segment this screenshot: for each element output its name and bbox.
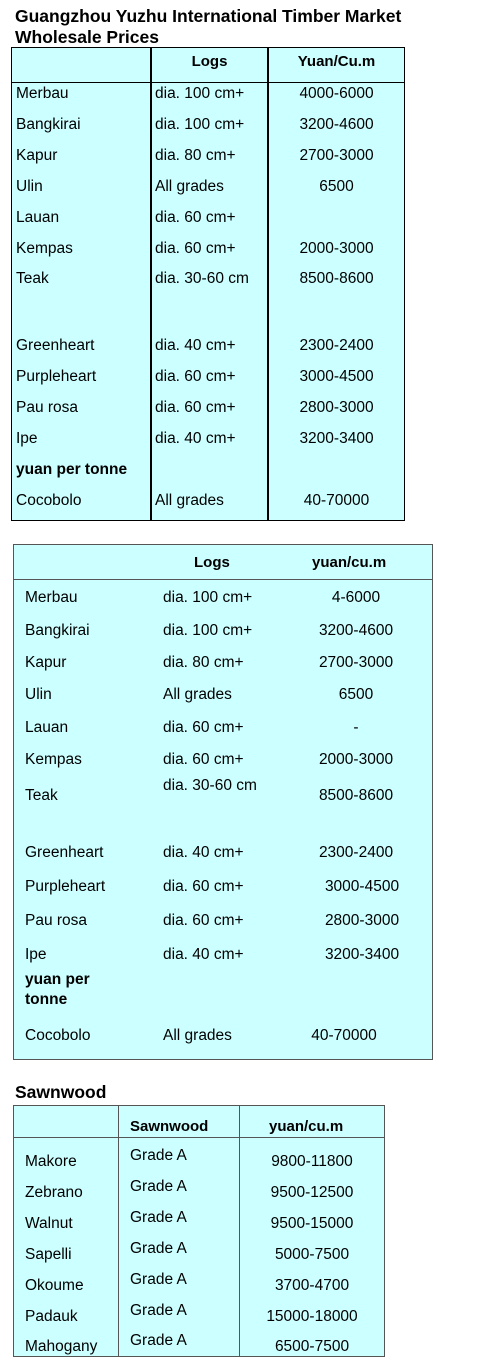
header-sawnwood: Sawnwood xyxy=(130,1118,209,1135)
grade-cell: dia. 100 cm+ xyxy=(155,85,245,102)
table-row xyxy=(14,1174,384,1205)
species-cell: Ipe xyxy=(25,946,47,963)
species-cell: Ipe xyxy=(16,430,38,447)
grade-cell: dia. 60 cm+ xyxy=(155,399,236,416)
species-cell: Kapur xyxy=(25,654,67,671)
price-cell: 8500-8600 xyxy=(299,270,374,287)
price-cell: 3700-4700 xyxy=(274,1277,350,1294)
price-cell: 3000-4500 xyxy=(299,368,374,385)
log-prices-table-2 xyxy=(13,544,433,1060)
price-cell: 6500 xyxy=(338,686,374,703)
header-price-unit: yuan/cu.m xyxy=(269,1118,344,1135)
grade-cell: Grade A xyxy=(130,1302,187,1319)
grade-cell: Grade A xyxy=(130,1178,187,1195)
species-cell: Cocobolo xyxy=(25,1027,91,1044)
header-divider xyxy=(12,82,404,83)
price-cell: 40-70000 xyxy=(303,492,370,509)
header-divider xyxy=(14,579,432,580)
price-cell: 2700-3000 xyxy=(299,147,374,164)
grade-cell: dia. 60 cm+ xyxy=(163,719,244,736)
table-row xyxy=(12,147,404,173)
grade-cell: dia. 60 cm+ xyxy=(155,209,236,226)
species-cell: Walnut xyxy=(25,1215,73,1232)
price-cell: 9500-15000 xyxy=(270,1215,354,1232)
table-row xyxy=(12,116,404,142)
grade-cell: Grade A xyxy=(130,1209,187,1226)
price-cell: 6500 xyxy=(319,178,354,195)
table-row xyxy=(14,1205,384,1236)
species-cell: Pau rosa xyxy=(16,399,79,416)
table-row xyxy=(12,178,404,204)
species-cell: Padauk xyxy=(25,1308,78,1325)
species-cell: Pau rosa xyxy=(25,912,88,929)
species-cell: Purpleheart xyxy=(16,368,97,385)
table-row xyxy=(12,368,404,394)
table-row xyxy=(14,1328,384,1359)
table-row xyxy=(12,270,404,296)
species-cell: Lauan xyxy=(25,719,69,736)
title-line-2: Wholesale Prices xyxy=(15,27,159,47)
grade-cell: Grade A xyxy=(130,1271,187,1288)
species-cell: Lauan xyxy=(16,209,60,226)
species-cell: Greenheart xyxy=(25,844,104,861)
species-cell: Okoume xyxy=(25,1277,84,1294)
grade-cell: dia. 60 cm+ xyxy=(155,368,236,385)
unit-note-cell: yuan per tonne xyxy=(25,971,90,1008)
header-divider xyxy=(14,1137,384,1138)
grade-cell: All grades xyxy=(163,686,232,703)
species-cell: Kapur xyxy=(16,147,58,164)
grade-cell: All grades xyxy=(155,178,224,195)
grade-cell: dia. 100 cm+ xyxy=(155,116,245,133)
table-row xyxy=(12,399,404,425)
price-cell: 2300-2400 xyxy=(318,844,394,861)
grade-cell: dia. 60 cm+ xyxy=(155,240,236,257)
price-cell: 3200-3400 xyxy=(299,430,374,447)
price-cell: 2800-3000 xyxy=(324,912,400,929)
grade-cell: Grade A xyxy=(130,1332,187,1349)
grade-cell: Grade A xyxy=(130,1240,187,1257)
price-cell: - xyxy=(353,719,359,736)
log-prices-table-1 xyxy=(11,47,405,521)
species-cell: Merbau xyxy=(16,85,69,102)
species-cell: Kempas xyxy=(25,751,82,768)
price-cell: 4000-6000 xyxy=(299,85,374,102)
table-row xyxy=(14,1236,384,1267)
grade-cell: dia. 100 cm+ xyxy=(163,589,253,606)
price-cell: 3200-3400 xyxy=(324,946,400,963)
table-row xyxy=(12,337,404,363)
price-cell: 5000-7500 xyxy=(274,1246,350,1263)
price-cell: 8500-8600 xyxy=(318,787,394,804)
sawnwood-prices-table xyxy=(13,1105,385,1357)
species-cell: Makore xyxy=(25,1153,77,1170)
price-cell: 3200-4600 xyxy=(318,622,394,639)
price-cell: 3000-4500 xyxy=(324,878,400,895)
species-cell: Cocobolo xyxy=(16,492,82,509)
table-row xyxy=(14,1298,384,1329)
table-row xyxy=(14,1267,384,1298)
species-cell: Bangkirai xyxy=(25,622,90,639)
grade-cell: dia. 30-60 cm xyxy=(163,777,257,794)
table-row xyxy=(12,209,404,235)
grade-cell: dia. 60 cm+ xyxy=(163,912,244,929)
header-logs: Logs xyxy=(194,554,230,571)
table-row xyxy=(14,1143,384,1174)
price-cell: 9500-12500 xyxy=(270,1184,354,1201)
species-cell: Bangkirai xyxy=(16,116,81,133)
price-cell: 15000-18000 xyxy=(266,1308,358,1325)
grade-cell: dia. 40 cm+ xyxy=(155,337,236,354)
price-cell: 4-6000 xyxy=(331,589,381,606)
grade-cell: dia. 100 cm+ xyxy=(163,622,253,639)
header-logs: Logs xyxy=(191,53,228,70)
species-cell: Sapelli xyxy=(25,1246,72,1263)
price-cell: 40-70000 xyxy=(311,1027,377,1044)
price-cell: 2300-2400 xyxy=(299,337,374,354)
header-price-unit: Yuan/Cu.m xyxy=(297,53,376,70)
species-cell: Ulin xyxy=(25,686,52,703)
grade-cell: dia. 60 cm+ xyxy=(163,751,244,768)
grade-cell: All grades xyxy=(155,492,224,509)
price-cell: 3200-4600 xyxy=(299,116,374,133)
table-row xyxy=(12,492,404,518)
species-cell: Ulin xyxy=(16,178,43,195)
price-cell: 9800-11800 xyxy=(271,1153,353,1170)
species-cell: Kempas xyxy=(16,240,73,257)
price-cell: 2000-3000 xyxy=(318,751,394,768)
grade-cell: All grades xyxy=(163,1027,232,1044)
page-title xyxy=(15,6,401,48)
table-row xyxy=(12,430,404,456)
species-cell: Zebrano xyxy=(25,1184,83,1201)
grade-cell: dia. 40 cm+ xyxy=(155,430,236,447)
unit-note-cell: yuan per tonne xyxy=(16,461,128,478)
species-cell: Purpleheart xyxy=(25,878,106,895)
grade-cell: dia. 60 cm+ xyxy=(163,878,244,895)
grade-cell: dia. 80 cm+ xyxy=(163,654,244,671)
species-cell: Teak xyxy=(16,270,49,287)
species-cell: Greenheart xyxy=(16,337,95,354)
table-row xyxy=(12,461,404,487)
species-cell: Teak xyxy=(25,787,58,804)
sawnwood-heading: Sawnwood xyxy=(15,1082,107,1102)
grade-cell: Grade A xyxy=(130,1147,187,1164)
species-cell: Merbau xyxy=(25,589,78,606)
price-cell: 2000-3000 xyxy=(299,240,374,257)
grade-cell: dia. 80 cm+ xyxy=(155,147,236,164)
price-cell: 6500-7500 xyxy=(274,1338,350,1355)
grade-cell: dia. 40 cm+ xyxy=(163,946,244,963)
species-cell: Mahogany xyxy=(25,1338,98,1355)
grade-cell: dia. 40 cm+ xyxy=(163,844,244,861)
table-row xyxy=(12,240,404,266)
price-cell: 2700-3000 xyxy=(318,654,394,671)
table-row xyxy=(12,85,404,111)
header-price-unit: yuan/cu.m xyxy=(312,554,387,571)
title-line-1: Guangzhou Yuzhu International Timber Market xyxy=(15,6,402,26)
price-cell: 2800-3000 xyxy=(299,399,374,416)
grade-cell: dia. 30-60 cm xyxy=(155,270,249,287)
